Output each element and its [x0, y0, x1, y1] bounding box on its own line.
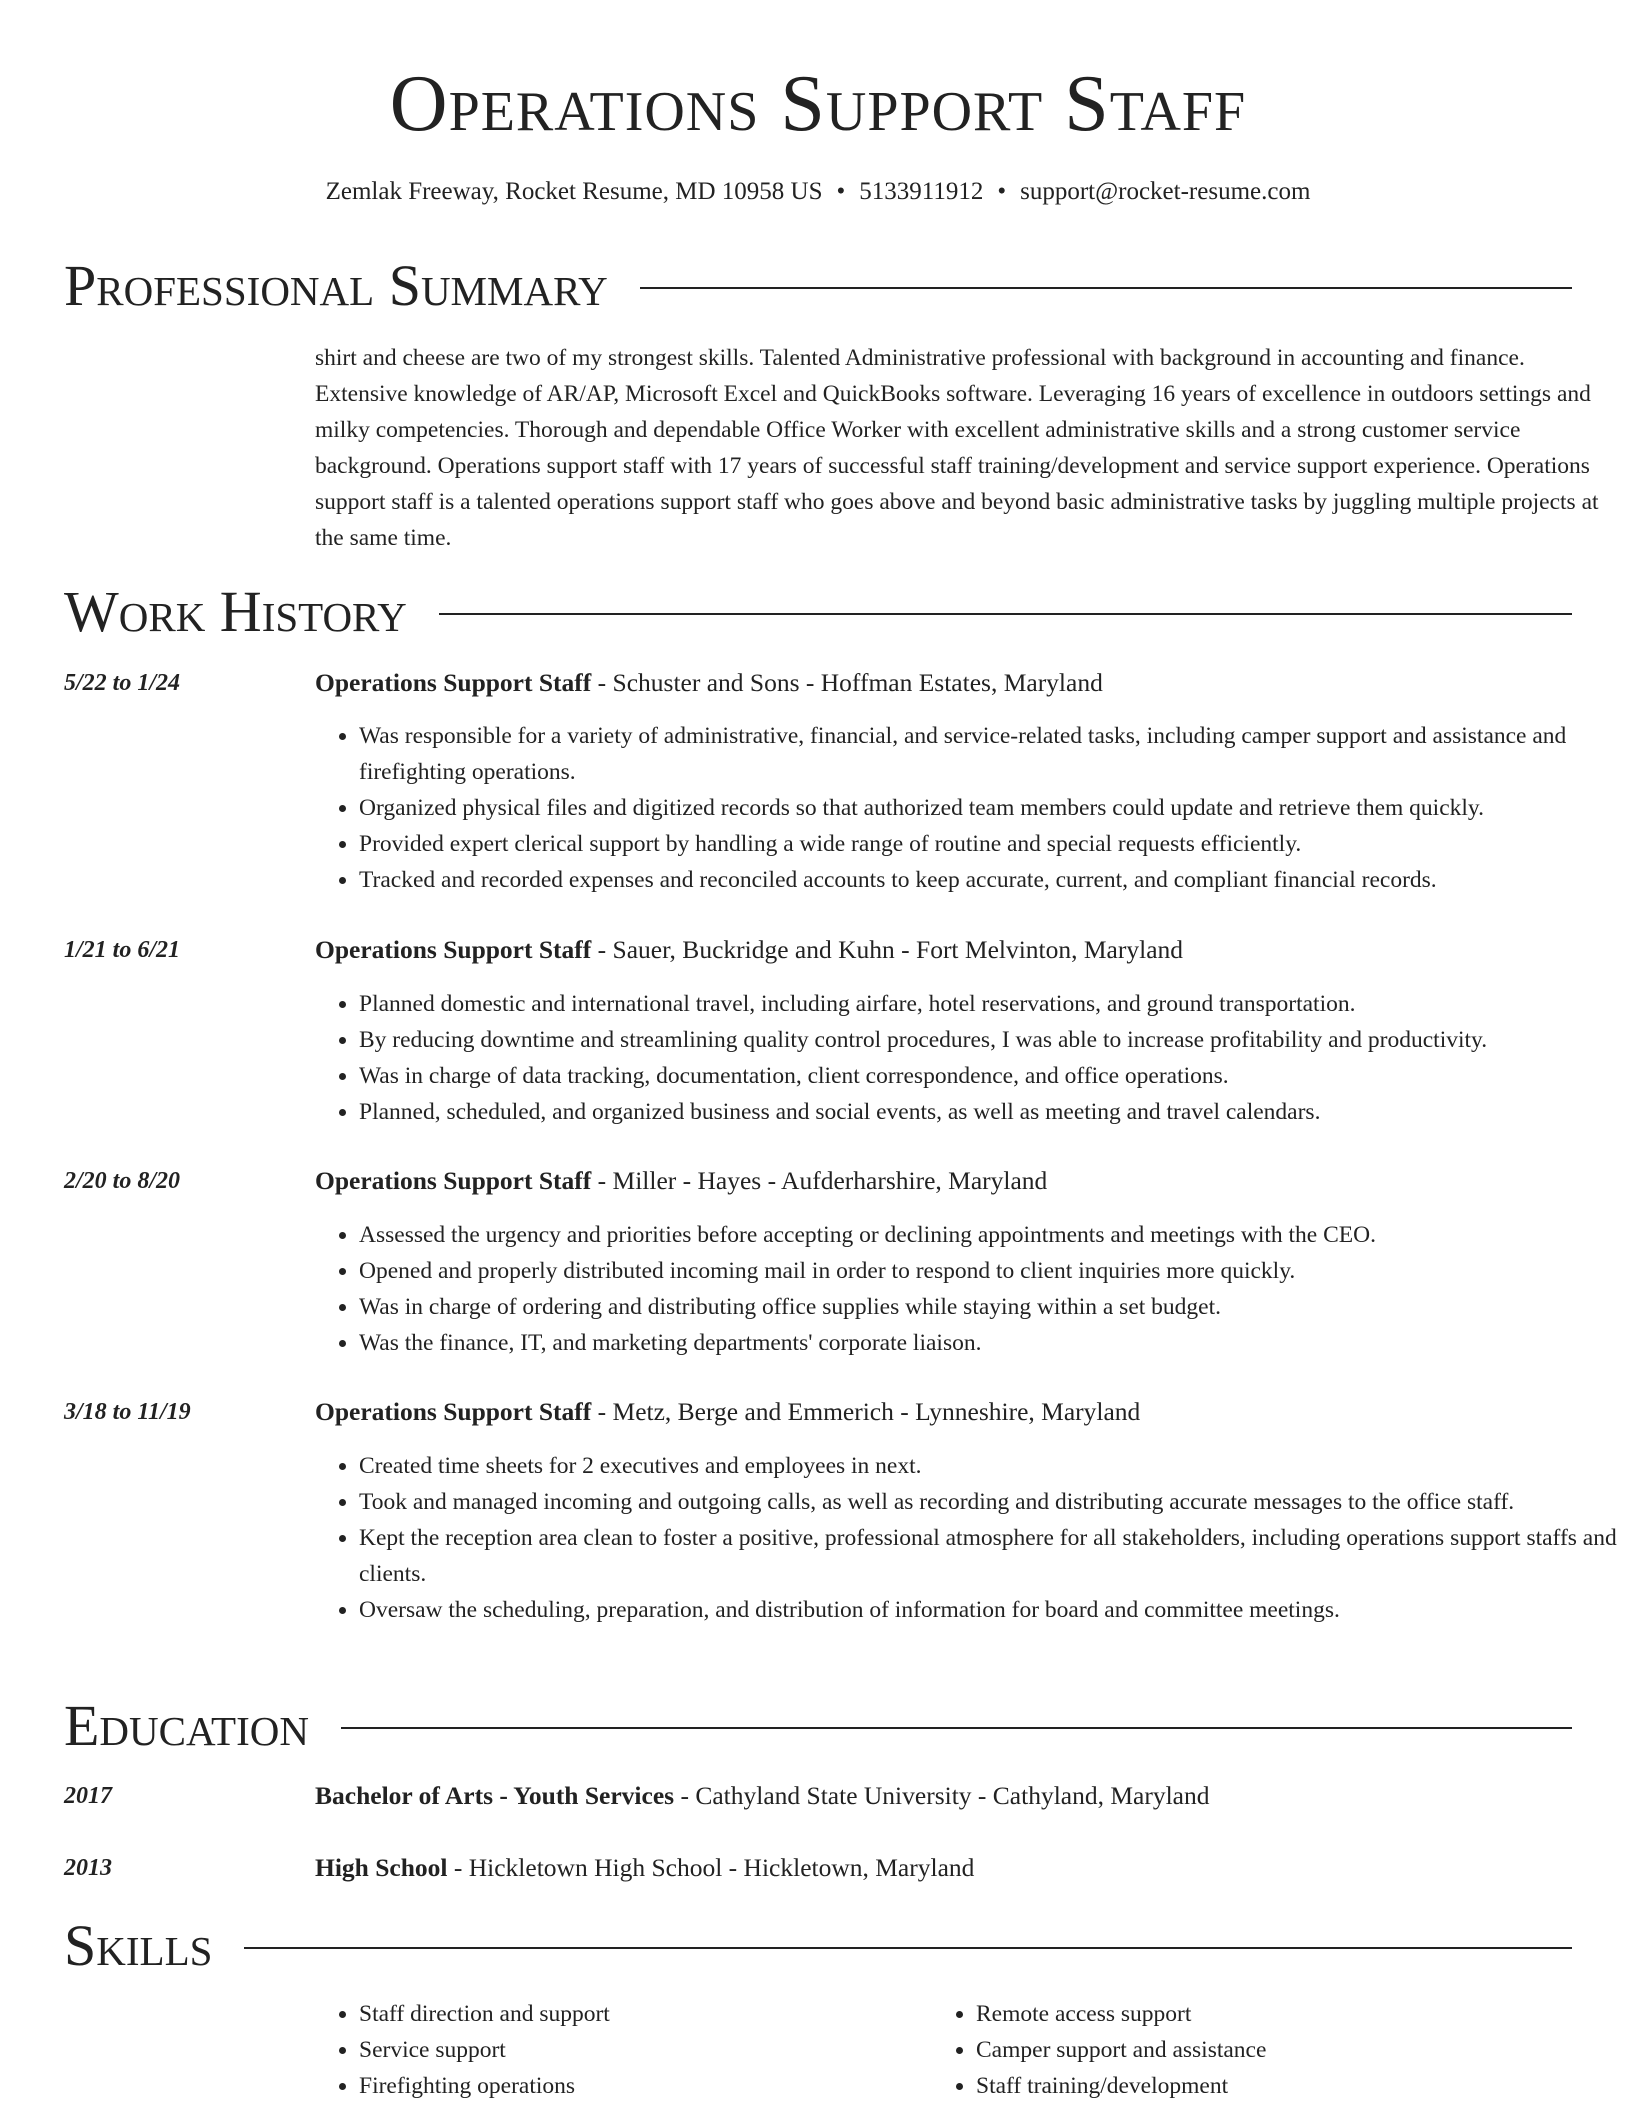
section-divider [640, 287, 1572, 289]
degree: Bachelor of Arts - Youth Services [315, 1781, 675, 1810]
job-title: Operations Support Staff [315, 1166, 592, 1195]
section-title-work: Work History [64, 579, 407, 644]
list-item: • Opened and properly distributed incoming mail in order to respond to client inquiries more quickly. [359, 1253, 1632, 1289]
section-divider [341, 1727, 1572, 1729]
list-item: • Was responsible for a variety of administrative, financial, and service-related tasks, including camper support and assistance and firefighting operations. [359, 718, 1632, 790]
list-item: • Organized physical files and digitized records so that authorized team members could update and retrieve them quickly. [359, 790, 1632, 826]
summary-text: shirt and cheese are two of my strongest skills. Talented Administrative professional with background in accounting and finance. Extensive knowledge of AR/AP, Microsoft Excel and QuickBooks software. Leveraging 16 years of excellence in outdoors settings and milky competencies. Thorough and dependable Office Worker with excellent administrative skills and a strong customer service background. Operations support staff with 17 years of successful staff training/development and service support experience. Operations support staff is a talented operations support staff who goes above and beyond basic administrative tasks by juggling multiple projects at the same time. [315, 345, 1599, 551]
skill-item: • Staff training/development [976, 2068, 1576, 2104]
job-details: - Metz, Berge and Emmerich - Lynneshire, Maryland [591, 1397, 1141, 1426]
section-divider [244, 1947, 1572, 1949]
job-details: - Sauer, Buckridge and Kuhn - Fort Melvinton, Maryland [591, 935, 1184, 964]
list-item: • Oversaw the scheduling, preparation, and distribution of information for board and committee meetings. [359, 1592, 1632, 1628]
job-title: Operations Support Staff [315, 1397, 592, 1426]
job-details: - Schuster and Sons - Hoffman Estates, Maryland [591, 668, 1103, 697]
resume-name: Operations Support Staff [389, 60, 1247, 148]
list-item: • Provided expert clerical support by handling a wide range of routine and special requests efficiently. [359, 826, 1632, 862]
job-details: - Miller - Hayes - Aufderharshire, Maryland [591, 1166, 1048, 1195]
education-title-line [315, 1778, 1595, 1814]
list-item: • By reducing downtime and streamlining quality control procedures, I was able to increase profitability and productivity. [359, 1022, 1632, 1058]
work-bullets [315, 718, 1632, 898]
list-item: • Kept the reception area clean to foster a positive, professional atmosphere for all stakeholders, including operations support staffs and clients. [359, 1520, 1632, 1592]
skill-item: • Service support [359, 2032, 919, 2068]
work-date: 5/22 to 1/24 [64, 670, 181, 696]
work-bullets [315, 986, 1632, 1130]
skills-list-right [932, 1996, 1576, 2104]
work-bullets [315, 1448, 1632, 1628]
list-item: • Was the finance, IT, and marketing departments' corporate liaison. [359, 1325, 1632, 1361]
job-title: Operations Support Staff [315, 935, 592, 964]
list-item: • Planned, scheduled, and organized business and social events, as well as meeting and travel calendars. [359, 1094, 1632, 1130]
list-item: • Planned domestic and international travel, including airfare, hotel reservations, and ground transportation. [359, 986, 1632, 1022]
skill-item: • Camper support and assistance [976, 2032, 1576, 2068]
section-title-education: Education [64, 1693, 309, 1758]
section-title-skills: Skills [64, 1913, 213, 1978]
contact-line [64, 174, 1572, 210]
job-title: Operations Support Staff [315, 668, 592, 697]
section-divider [439, 613, 1572, 615]
section-header-summary [64, 252, 1572, 320]
work-date: 3/18 to 11/19 [64, 1399, 191, 1425]
contact-email: support@rocket-resume.com [1020, 178, 1311, 205]
skill-item: • Firefighting operations [359, 2068, 919, 2104]
work-date: 2/20 to 8/20 [64, 1168, 181, 1194]
work-title-line [315, 1163, 1595, 1199]
section-header-work [64, 578, 1572, 646]
work-bullets [315, 1217, 1632, 1361]
work-title-line [315, 665, 1595, 701]
contact-separator: • [997, 178, 1007, 205]
skill-item: • Staff direction and support [359, 1996, 919, 2032]
contact-phone: 5133911912 [859, 178, 984, 205]
list-item: • Was in charge of data tracking, documentation, client correspondence, and office operations. [359, 1058, 1632, 1094]
list-item: • Created time sheets for 2 executives and employees in next. [359, 1448, 1632, 1484]
section-title-summary: Professional Summary [64, 253, 608, 318]
degree: High School [315, 1853, 448, 1882]
list-item: • Took and managed incoming and outgoing calls, as well as recording and distributing accurate messages to the office staff. [359, 1484, 1632, 1520]
contact-address: Zemlak Freeway, Rocket Resume, MD 10958 US [325, 178, 823, 205]
education-year: 2017 [64, 1783, 112, 1809]
list-item: • Was in charge of ordering and distributing office supplies while staying within a set budget. [359, 1289, 1632, 1325]
skills-list-left [315, 1996, 919, 2104]
education-details: - Cathyland State University - Cathyland, Maryland [674, 1781, 1210, 1810]
skill-item: • Remote access support [976, 1996, 1576, 2032]
section-header-education [64, 1692, 1572, 1760]
work-title-line [315, 932, 1595, 968]
list-item: • Assessed the urgency and priorities before accepting or declining appointments and meetings with the CEO. [359, 1217, 1632, 1253]
education-details: - Hickletown High School - Hickletown, Maryland [447, 1853, 975, 1882]
education-title-line [315, 1850, 1595, 1886]
list-item: • Tracked and recorded expenses and reconciled accounts to keep accurate, current, and compliant financial records. [359, 862, 1632, 898]
contact-separator: • [836, 178, 846, 205]
section-header-skills [64, 1912, 1572, 1980]
work-date: 1/21 to 6/21 [64, 937, 181, 963]
education-year: 2013 [64, 1855, 112, 1881]
work-title-line [315, 1394, 1595, 1430]
